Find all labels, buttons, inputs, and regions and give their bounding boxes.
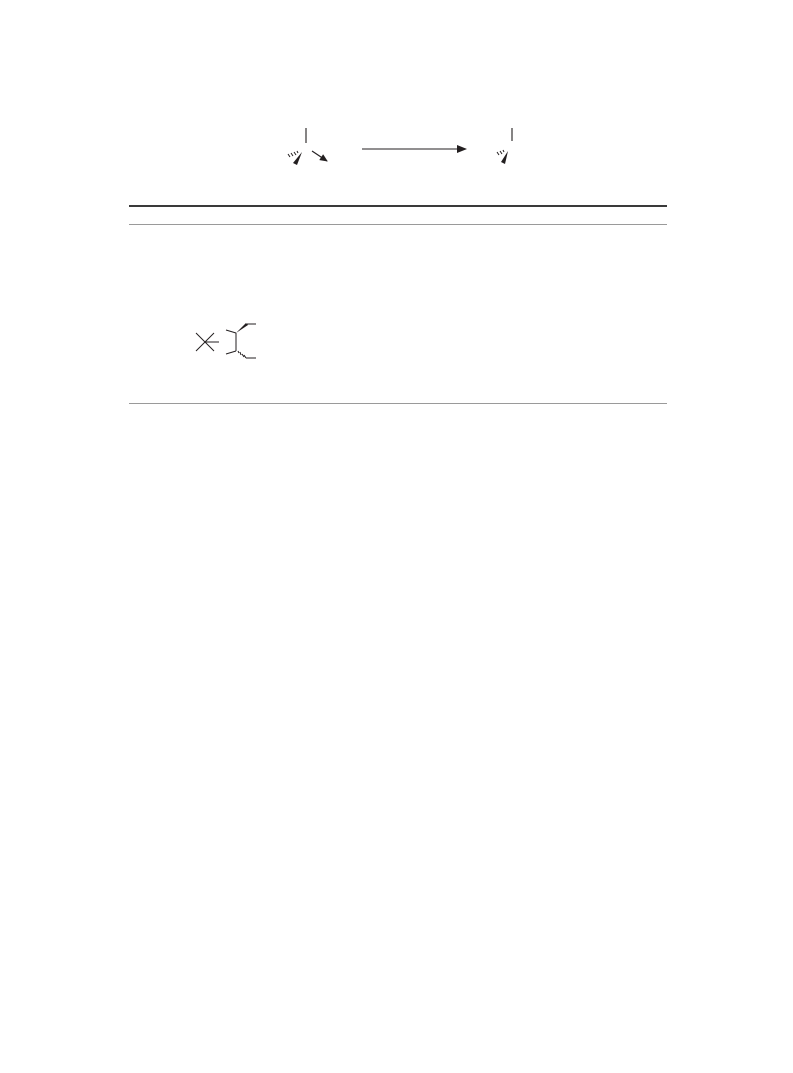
product-wedge-bond: [501, 151, 508, 164]
upper-wedge-bond: [236, 323, 248, 333]
reactant-wedge-bond: [293, 152, 302, 165]
reactant-arrow-bond: [312, 151, 327, 161]
ring-bond-bottom: [226, 351, 236, 354]
product-hash-bond: [497, 150, 504, 155]
acetonide-structure: [196, 323, 256, 358]
ring-bond-top: [226, 330, 236, 333]
reactant-hash-bond: [288, 151, 298, 157]
lower-hash-bond: [238, 351, 246, 358]
reactant-structure: [288, 128, 327, 165]
product-structure: [497, 128, 512, 164]
